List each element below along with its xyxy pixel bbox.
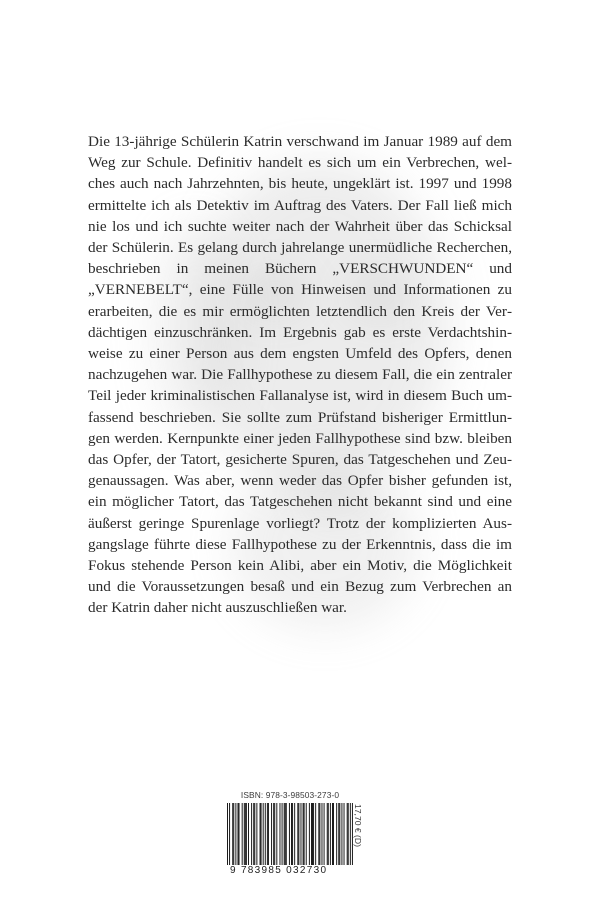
barcode-digits: 9 783985 032730 [227, 865, 353, 877]
price-label: 17,70 € (D) [353, 804, 363, 847]
isbn-barcode-block [227, 790, 367, 878]
isbn-label: ISBN: 978-3-98503-273-0 [240, 790, 340, 800]
barcode-icon [227, 803, 353, 873]
blurb-text: Die 13-jährige Schülerin Katrin verschwand im Januar 1989 auf dem Weg zur Schule. Definitiv handelt es sich um ein Verbrechen, welches auch nach Jahrzehnten, bis heute, ungeklärt ist. 1997 und 1998 ermittelte ich als Detektiv im Auftrag des Vaters. Der Fall ließ mich nie los und ich suchte weiter nach der Wahrheit über das Schicksal der Schülerin. Es gelang durch jahrelange unermüdliche Recherchen, beschrieben in meinen Büchern „VERSCHWUNDEN“ und „VERNEBELT“, eine Fülle von Hinweisen und Informationen zu erarbeiten, die es mir ermöglichten letztendlich den Kreis der Verdächtigen einzuschränken. Im Ergebnis gab es erste Verdachtshinweise zu einer Person aus dem engsten Umfeld des Opfers, denen nachzugehen war. Die Fallhypothese zu diesem Fall, die ein zentraler Teil jeder kriminalistischen Fallanalyse ist, wird in diesem Buch umfassend beschrieben. Sie sollte zum Prüfstand bisheriger Ermittlungen werden. Kernpunkte einer jeden Fallhypothese sind bzw. bleiben das Opfer, der Tatort, gesicherte Spuren, das Tatgeschehen und Zeugenaussagen. Was aber, wenn weder das Opfer bisher gefunden ist, ein möglicher Tatort, das Tatgeschehen nicht bekannt sind und eine äußerst geringe Spurenlage vorliegt? Trotz der komplizierten Ausgangslage führte diese Fallhypothese zu der Erkenntnis, dass die im Fokus stehende Person kein Alibi, aber ein Motiv, die Möglichkeit und die Voraussetzungen besaß und ein Bezug zum Verbrechen an der Katrin daher nicht auszuschließen war. [88, 133, 512, 617]
